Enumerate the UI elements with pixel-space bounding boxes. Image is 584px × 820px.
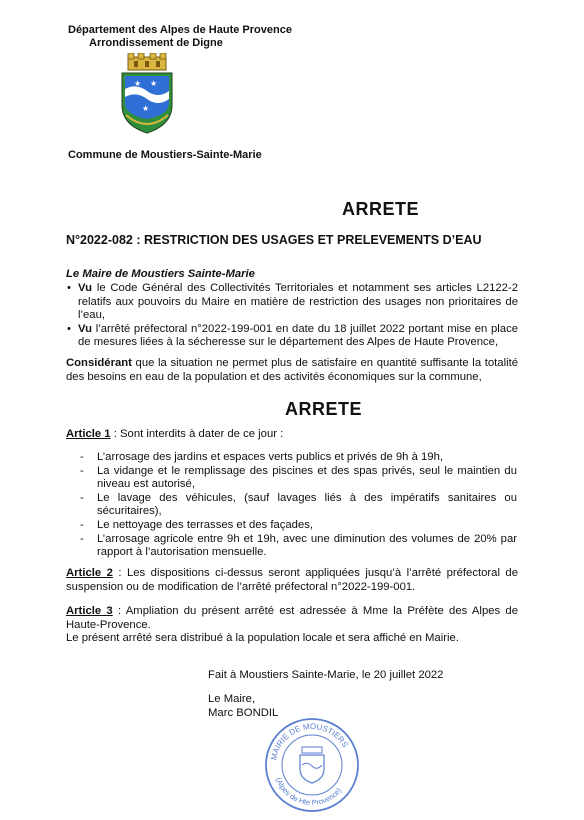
prohibition-text: Le lavage des véhicules, (sauf lavages liés à des impératifs sanitaires ou sécuritaires), bbox=[97, 491, 517, 518]
document-subtitle: N°2022-082 : RESTRICTION DES USAGES ET PRELEVEMENTS D’EAU bbox=[66, 233, 482, 247]
decision-title: ARRETE bbox=[285, 399, 363, 419]
prohibition-item: - Le nettoyage des terrasses et des façades, bbox=[80, 518, 314, 531]
prohibition-item: - La vidange et le remplissage des piscines et des spas privés, seul le maintien du niveau est autorisé, bbox=[80, 464, 517, 491]
bullet-icon: • bbox=[67, 322, 71, 335]
vu-list bbox=[67, 282, 519, 350]
vu-label: Vu bbox=[78, 322, 93, 335]
article-1-label: Article 1 bbox=[66, 428, 111, 440]
stamp-crest-icon bbox=[300, 747, 324, 783]
article-3-text: : Ampliation du présent arrêté est adressée à Mme la Préfète des Alpes de Haute-Provence. bbox=[66, 605, 518, 631]
bullet-icon: • bbox=[67, 282, 71, 294]
town-coat-of-arms bbox=[114, 53, 180, 135]
mayor-heading: Le Maire de Moustiers Sainte-Marie bbox=[66, 268, 255, 280]
prohibition-item: - L’arrosage agricole entre 9h et 19h, avec une diminution des volumes de 20% par rapport à l’autorisation mensuelle. bbox=[80, 532, 517, 559]
article-2 bbox=[66, 567, 518, 594]
considerant-paragraph bbox=[66, 357, 518, 384]
svg-text:★: ★ bbox=[150, 79, 158, 88]
signature-name: Marc BONDIL bbox=[208, 707, 279, 719]
prohibition-text: L’arrosage des jardins et espaces verts publics et privés de 9h à 19h, bbox=[97, 451, 444, 463]
commune-name: Commune de Moustiers-Sainte-Marie bbox=[68, 149, 262, 161]
svg-text:★: ★ bbox=[142, 104, 150, 113]
vu-item bbox=[67, 322, 519, 350]
prohibitions-list bbox=[80, 451, 517, 560]
prohibition-item: - Le lavage des véhicules, (sauf lavages liés à des impératifs sanitaires ou sécuritaires), bbox=[80, 491, 517, 518]
signature-role: Le Maire, bbox=[208, 693, 256, 705]
article-3-label: Article 3 bbox=[66, 605, 113, 617]
vu-text: le Code Général des Collectivités Territoriales et notamment ses articles L2122-2 relatifs aux pouvoirs du Maire en matière de restriction des usages non prioritaires de l’eau, bbox=[78, 282, 518, 322]
considerant-label: Considérant bbox=[66, 357, 132, 369]
signature-place-date: Fait à Moustiers Sainte-Marie, le 20 juillet 2022 bbox=[208, 669, 444, 681]
vu-text: l’arrêté préfectoral n°2022-199-001 en date du 18 juillet 2022 portant mise en place de mesures liées à la sécheresse sur le département des Alpes de Haute Provence, bbox=[78, 322, 519, 349]
svg-text:★: ★ bbox=[134, 79, 142, 88]
article-3 bbox=[66, 605, 518, 632]
document-title: ARRETE bbox=[342, 199, 420, 219]
article-2-text: : Les dispositions ci-dessus seront appliquées jusqu’à l’arrêté préfectoral de suspension ou de modification de l’arrêté préfectoral n°2022-199-001. bbox=[66, 567, 518, 593]
prohibition-item: - L’arrosage des jardins et espaces verts publics et privés de 9h à 19h, bbox=[80, 451, 444, 463]
prohibition-text: La vidange et le remplissage des piscines et des spas privés, seul le maintien du niveau est autorisé, bbox=[97, 464, 517, 491]
stamp-top-text: MAIRIE DE MOUSTIERS bbox=[269, 721, 350, 761]
vu-label: Vu bbox=[78, 282, 93, 294]
distribution-note: Le présent arrêté sera distribué à la population locale et sera affiché en Mairie. bbox=[66, 632, 459, 644]
stamp-bottom-text: (Alpes de Hte Provence) bbox=[273, 776, 344, 808]
prohibition-text: L’arrosage agricole entre 9h et 19h, avec une diminution des volumes de 20% par rapport à l’autorisation mensuelle. bbox=[97, 532, 517, 559]
article-1-intro bbox=[66, 428, 283, 442]
vu-item bbox=[67, 282, 518, 323]
article-2-label: Article 2 bbox=[66, 567, 113, 579]
arrondissement-name: Arrondissement de Digne bbox=[89, 37, 223, 49]
prohibition-text: Le nettoyage des terrasses et des façades, bbox=[97, 518, 314, 531]
considerant-text: que la situation ne permet plus de satisfaire en quantité suffisante la totalité des besoins en eau de la population et des activités économiques sur la commune, bbox=[66, 357, 519, 383]
mayor-office-stamp bbox=[262, 715, 362, 815]
department-name: Département des Alpes de Haute Provence bbox=[68, 24, 292, 36]
article-1-text: : Sont interdits à dater de ce jour : bbox=[110, 428, 284, 440]
